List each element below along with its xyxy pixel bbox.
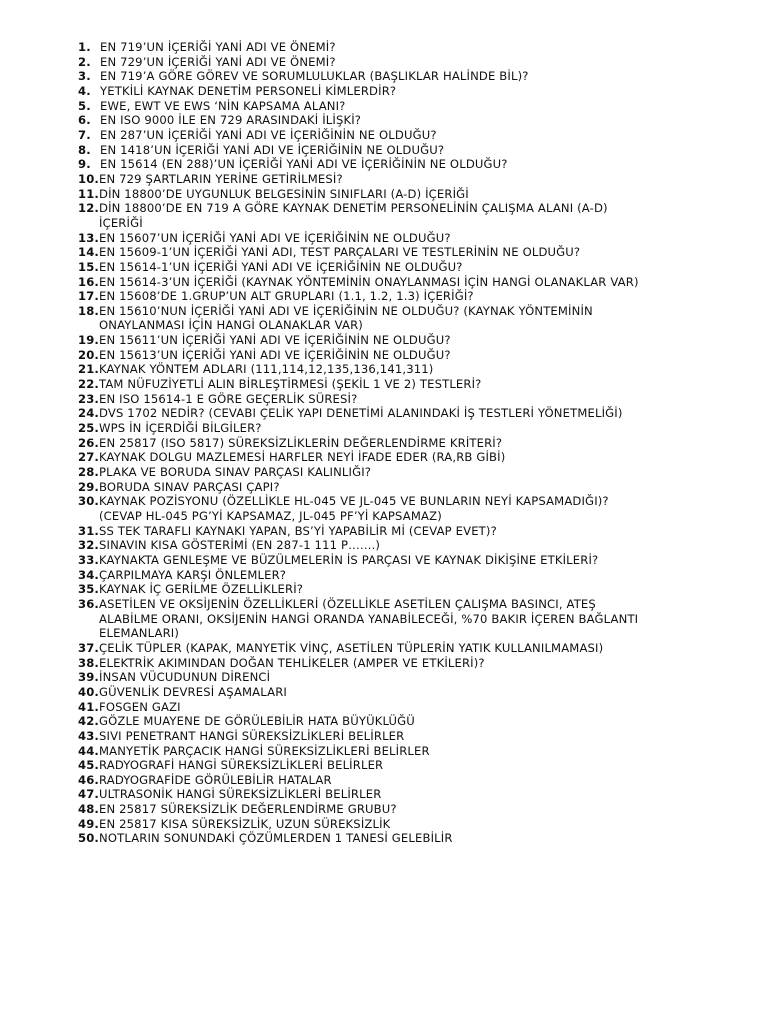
question-text: EN ISO 9000 İLE EN 729 ARASINDAKİ İLİŞKİ? [100,113,362,128]
question-text: EN 1418’UN İÇERİĞİ YANİ ADI VE İÇERİĞİNİN NE OLDUĞU? [100,142,445,157]
question-number: 35. [78,582,99,597]
question-text: GÖZLE MUAYENE DE GÖRÜLEBİLİR HATA BÜYÜKLÜĞÜ [99,714,415,729]
question-number: 5. [78,98,91,113]
question-item [78,656,738,671]
question-item [78,729,738,744]
question-number: 6. [78,113,91,128]
question-item [78,362,738,377]
question-number: 48. [78,802,99,817]
question-number: 18. [78,303,99,318]
question-text: ELEKTRİK AKIMINDAN DOĞAN TEHLİKELER (AMPER VE ETKİLERİ)? [99,655,485,670]
question-item [78,450,738,465]
question-item [78,538,738,553]
question-text: İNSAN VÜCUDUNUN DİRENCİ [99,670,271,685]
question-number: 41. [78,699,99,714]
question-text: EWE, EWT VE EWS ‘NİN KAPSAMA ALANI? [100,98,346,113]
question-text: RADYOGRAFİ HANGİ SÜREKSİZLİKLERİ BELİRLER [99,758,384,773]
question-text: ASETİLEN VE OKSİJENİN ÖZELLİKLERİ (ÖZELLİKLE ASETİLEN ÇALIŞMA BASINCI, ATEŞ ALABİLME ORANI, OKSİJENİN HANGİ ORANDA YANABİLECEĞİ, %70 BAKIR İÇEREN BAĞLANTI ELEMANLARI) [99,596,639,641]
question-number: 26. [78,435,99,450]
question-item [78,465,738,480]
question-item [78,187,738,202]
question-item [78,568,738,583]
question-item [78,84,738,99]
question-number: 10. [78,171,99,186]
question-item [78,480,738,495]
question-item [78,157,738,172]
question-item [78,128,738,143]
question-item [78,333,738,348]
question-number: 25. [78,421,99,436]
question-text: SS TEK TARAFLI KAYNAKI YAPAN, BS’Yİ YAPABİLİR Mİ (CEVAP EVET)? [99,523,497,538]
question-number: 31. [78,523,99,538]
question-item [78,245,738,260]
question-text: EN 15607’UN İÇERİĞİ YANİ ADI VE İÇERİĞİNİN NE OLDUĞU? [99,230,451,245]
question-item [78,773,738,788]
question-item [78,787,738,802]
question-number: 21. [78,362,99,377]
question-item [78,641,738,656]
question-number: 11. [78,186,99,201]
question-text: SIVI PENETRANT HANGİ SÜREKSİZLİKLERİ BELİRLER [99,728,405,743]
question-item [78,714,738,729]
question-text: EN 719’UN İÇERİĞİ YANİ ADI VE ÖNEMİ? [100,40,336,54]
question-text: KAYNAKTA GENLEŞME VE BÜZÜLMELERİN İS PARÇASI VE KAYNAK DİKİŞİNE ETKİLERİ? [99,552,599,567]
question-text: EN 729’UN İÇERİĞİ YANİ ADI VE ÖNEMİ? [100,54,336,69]
question-item [78,421,738,436]
question-item [78,289,738,304]
question-item [78,69,738,84]
question-text: KAYNAK YÖNTEM ADLARI (111,114,12,135,136,141,311) [99,362,434,377]
question-number: 23. [78,391,99,406]
question-number: 45. [78,758,99,773]
question-text: KAYNAK POZİSYONU (ÖZELLİKLE HL-045 VE JL-045 VE BUNLARIN NEYİ KAPSAMADIĞI)? (CEVAP HL-045 PG’Yİ KAPSAMAZ, JL-045 PF’Yİ KAPSAMAZ) [99,494,609,523]
question-text: ÇELİK TÜPLER (KAPAK, MANYETİK VİNÇ, ASETİLEN TÜPLERİN YATIK KULLANILMAMASI) [99,640,604,655]
question-number: 28. [78,465,99,480]
question-item [78,275,738,290]
question-text: NOTLARIN SONUNDAKİ ÇÖZÜMLERDEN 1 TANESİ GELEBİLİR [99,831,453,846]
question-text: YETKİLİ KAYNAK DENETİM PERSONELİ KİMLERDİR? [100,83,397,98]
question-number: 22. [78,377,99,392]
question-item [78,99,738,114]
question-item [78,377,738,392]
question-text: GÜVENLİK DEVRESİ AŞAMALARI [99,684,287,699]
question-number: 33. [78,552,99,567]
question-item [78,817,738,832]
question-text: ULTRASONİK HANGİ SÜREKSİZLİKLERİ BELİRLER [99,787,382,802]
question-number: 17. [78,289,99,304]
question-number: 12. [78,201,99,216]
question-number: 8. [78,142,91,157]
question-number: 3. [78,69,91,84]
question-text: KAYNAK İÇ GERİLME ÖZELLİKLERİ? [99,582,304,597]
question-text: EN 15609-1’UN İÇERİĞİ YANİ ADI, TEST PARÇALARI VE TESTLERİNİN NE OLDUĞU? [99,245,581,260]
question-item [78,40,738,55]
question-text: SINAVIN KISA GÖSTERİMİ (EN 287-1 111 P…….) [99,538,381,553]
question-text: EN 15610’NUN İÇERİĞİ YANİ ADI VE İÇERİĞİNİN NE OLDUĞU? (KAYNAK YÖNTEMİNİN ONAYLANMASI İÇİN HANGİ OLANAKLAR VAR) [99,303,593,333]
question-number: 9. [78,157,91,172]
question-item [78,55,738,70]
question-text: EN 15611’UN İÇERİĞİ YANİ ADI VE İÇERİĞİNİN NE OLDUĞU? [99,333,451,348]
question-number: 24. [78,406,99,421]
question-text: EN 25817 (ISO 5817) SÜREKSİZLİKLERİN DEĞERLENDİRME KRİTERİ? [99,435,503,450]
question-item [78,348,738,363]
question-text: EN 287’UN İÇERİĞİ YANİ ADI VE İÇERİĞİNİN NE OLDUĞU? [100,127,437,142]
question-text: EN 15613’UN İÇERİĞİ YANİ ADI VE İÇERİĞİNİN NE OLDUĞU? [99,347,451,362]
question-number: 50. [78,831,99,846]
question-text: DİN 18800’DE UYGUNLUK BELGESİNİN SINIFLARI (A-D) İÇERİĞİ [99,186,469,201]
question-item [78,802,738,817]
question-number: 15. [78,259,99,274]
question-number: 46. [78,772,99,787]
question-text: EN ISO 15614-1 E GÖRE GEÇERLİK SÜRESİ? [99,391,358,406]
question-number: 14. [78,245,99,260]
question-number: 39. [78,670,99,685]
question-text: RADYOGRAFİDE GÖRÜLEBİLİR HATALAR [99,772,332,787]
question-item [78,597,738,641]
question-text: MANYETİK PARÇACIK HANGİ SÜREKSİZLİKLERİ BELİRLER [99,743,430,758]
question-number: 1. [78,40,91,54]
question-item [78,685,738,700]
question-number: 4. [78,83,91,98]
question-number: 32. [78,538,99,553]
question-item [78,260,738,275]
question-item [78,553,738,568]
question-number: 16. [78,274,99,289]
question-text: EN 15608’DE 1.GRUP’UN ALT GRUPLARI (1.1, 1.2, 1.3) İÇERİĞİ? [99,289,474,304]
question-text: EN 15614-1’UN İÇERİĞİ YANİ ADI VE İÇERİĞİNİN NE OLDUĞU? [99,259,463,274]
question-number: 49. [78,816,99,831]
question-text: DİN 18800’DE EN 719 A GÖRE KAYNAK DENETİM PERSONELİNİN ÇALIŞMA ALANI (A-D) İÇERİĞİ [99,201,608,230]
question-number: 37. [78,640,99,655]
question-text: EN 15614 (EN 288)’UN İÇERİĞİ YANİ ADI VE İÇERİĞİNİN NE OLDUĞU? [100,157,508,172]
question-item [78,113,738,128]
question-text: EN 25817 KISA SÜREKSİZLİK, UZUN SÜREKSİZLİK [99,816,391,831]
question-text: PLAKA VE BORUDA SINAV PARÇASI KALINLIĞI? [99,465,372,480]
question-text: EN 15614-3’UN İÇERİĞİ (KAYNAK YÖNTEMİNİN ONAYLANMASI İÇİN HANGİ OLANAKLAR VAR) [99,274,639,289]
question-text: WPS İN İÇERDİĞİ BİLGİLER? [99,421,262,436]
question-number: 27. [78,450,99,465]
question-number: 13. [78,230,99,245]
question-number: 34. [78,567,99,582]
question-item [78,700,738,715]
question-item [78,670,738,685]
question-text: FOSGEN GAZI [99,699,181,714]
question-text: EN 719’A GÖRE GÖREV VE SORUMLULUKLAR (BAŞLIKLAR HALİNDE BİL)? [100,69,529,84]
question-number: 44. [78,743,99,758]
question-number: 7. [78,127,91,142]
question-item [78,831,738,846]
question-text: EN 25817 SÜREKSİZLİK DEĞERLENDİRME GRUBU? [99,802,397,817]
question-number: 36. [78,596,99,611]
question-text: BORUDA SINAV PARÇASI ÇAPI? [99,479,280,494]
question-number: 29. [78,479,99,494]
question-item [78,201,738,230]
question-text: TAM NÜFUZİYETLİ ALIN BİRLEŞTİRMESİ (ŞEKİL 1 VE 2) TESTLERİ? [99,377,482,392]
question-number: 47. [78,787,99,802]
question-item [78,582,738,597]
question-number: 19. [78,333,99,348]
question-number: 40. [78,684,99,699]
question-number: 38. [78,655,99,670]
question-number: 2. [78,54,91,69]
question-item [78,494,738,523]
question-item [78,524,738,539]
question-number: 43. [78,728,99,743]
question-text: DVS 1702 NEDİR? (CEVABI ÇELİK YAPI DENETİMİ ALANINDAKİ İŞ TESTLERİ YÖNETMELİĞİ) [99,406,623,421]
question-text: EN 729 ŞARTLARIN YERİNE GETİRİLMESİ? [99,171,343,186]
question-number: 42. [78,714,99,729]
question-item [78,392,738,407]
question-number: 20. [78,347,99,362]
question-item [78,758,738,773]
question-item [78,406,738,421]
question-item [78,143,738,158]
question-text: KAYNAK DOLGU MAZLEMESİ HARFLER NEYİ İFADE EDER (RA,RB GİBİ) [99,450,506,465]
question-number: 30. [78,494,99,509]
question-item [78,172,738,187]
question-item [78,436,738,451]
question-list [78,40,738,846]
question-item [78,744,738,759]
question-text: ÇARPILMAYA KARŞI ÖNLEMLER? [99,567,287,582]
question-item [78,231,738,246]
question-item [78,304,738,333]
